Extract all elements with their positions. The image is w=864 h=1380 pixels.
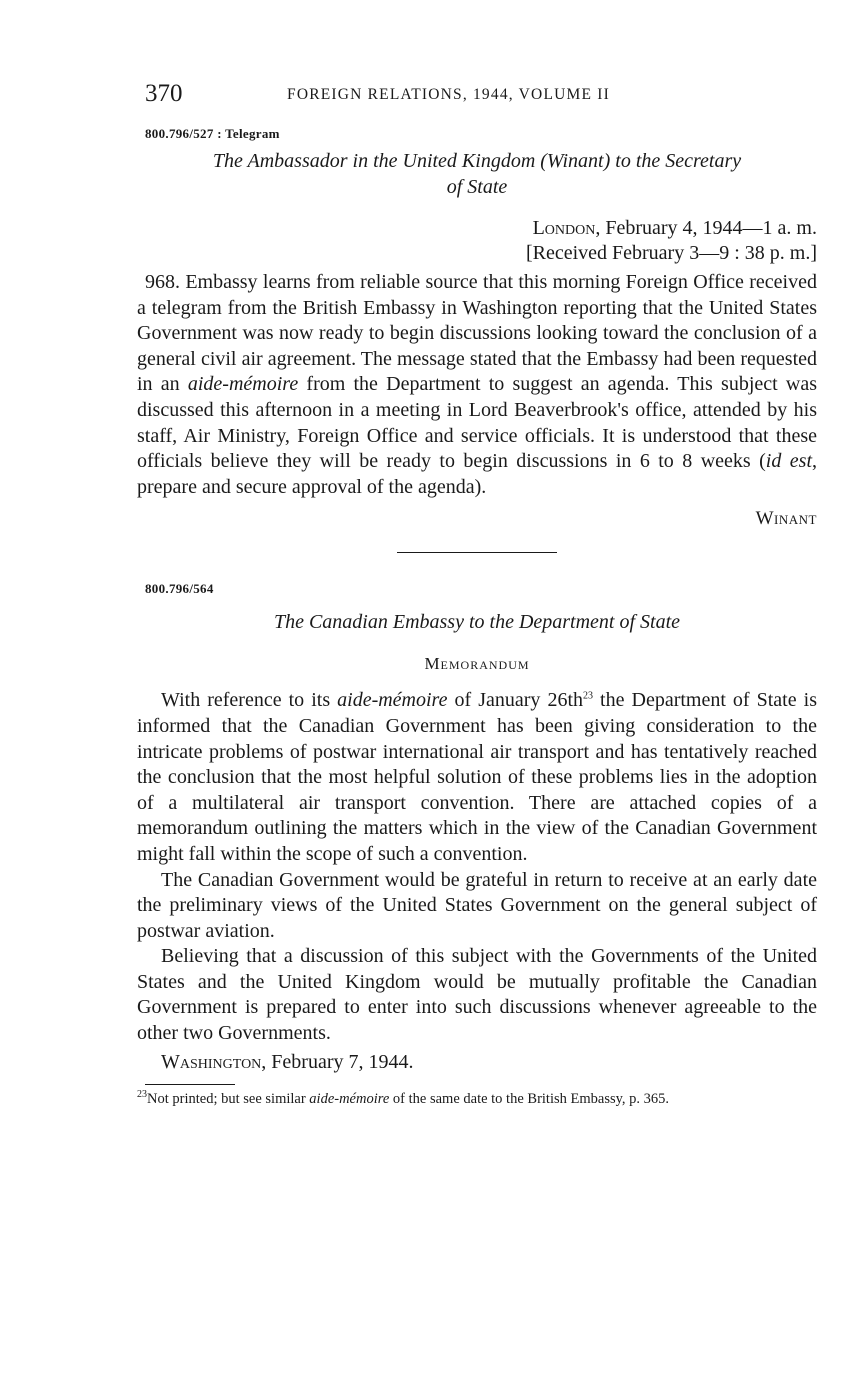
memo-paragraph-1: [137, 688, 817, 867]
footnote-text-b: of the same date to the British Embassy, p. 365.: [389, 1090, 670, 1107]
telegram-italic-1: aide-mémoire: [187, 373, 299, 396]
dateline: [137, 216, 817, 266]
telegram-text-1: 968. Embassy learns from reliable source that this morning Foreign Office received a telegram from the British Embassy in Washington reporting that the United States Government was now ready to begin discussions looking toward the conclusion of a general civil air agreement. The message stated that the Embassy had been requested in an: [137, 271, 817, 396]
heading-line-2: of State: [446, 176, 508, 198]
memo-p1-text-b: of January 26th: [447, 689, 583, 712]
section-separator: [397, 552, 557, 553]
memo-p1-text-c: the Department of State is informed that the Canadian Government has been giving consideration to the intricate problems of postwar international air transport and has tentatively reached the conclusion that the most helpful solution of these problems lies in the adoption of a multilateral air transport convention. There are attached copies of a memorandum outlining the matters which in the view of the Canadian Government might fall within the scope of such a convention.: [137, 689, 817, 865]
telegram-text-2: from the Department to suggest an agenda. This subject was discussed this afternoon in a meeting in Lord Beaverbrook's office, attended by his staff, Air Ministry, Foreign Office and service officials. It is understood that these officials believe they will be ready to begin discussions in 6 to 8 weeks (: [137, 373, 818, 473]
running-title: FOREIGN RELATIONS, 1944, VOLUME II: [287, 86, 610, 103]
dateline-place: London: [532, 217, 596, 239]
closing-place: Washington: [161, 1050, 262, 1073]
telegram-text-3: , prepare and secure approval of the agenda).: [137, 450, 817, 498]
memorandum-title: Memorandum: [424, 654, 530, 674]
document-1-heading: [137, 148, 817, 200]
closing-date: , February 7, 1944.: [261, 1050, 414, 1073]
page-number: 370: [145, 80, 183, 107]
signature: Winant: [755, 508, 817, 530]
footnote-rule: [145, 1084, 235, 1085]
dateline-received: [Received February 3—9 : 38 p. m.]: [525, 242, 817, 264]
heading-line-1: The Ambassador in the United Kingdom (Winant) to the Secretary: [212, 150, 742, 172]
dateline-date: , February 4, 1944—1 a. m.: [595, 217, 817, 239]
telegram-paragraph: [137, 270, 817, 500]
file-reference-2: 800.796/564: [145, 581, 214, 597]
document-2-heading: The Canadian Embassy to the Department of State: [273, 611, 681, 634]
memo-paragraph-3: Believing that a discussion of this subject with the Governments of the United States and the United Kingdom would be mutually profitable the Canadian Government is prepared to enter into such discussions whenever agreeable to the other two Governments.: [137, 945, 817, 1045]
memo-p1-italic: aide-mémoire: [337, 689, 448, 712]
closing-dateline: [137, 1051, 817, 1074]
footnote-reference: 23: [583, 690, 593, 702]
file-reference-1: 800.796/527 : Telegram: [145, 126, 280, 141]
footnote-italic: aide-mémoire: [309, 1090, 390, 1107]
document-page: [137, 78, 817, 1108]
telegram-italic-2: id est: [765, 450, 812, 473]
memo-p1-text-a: With reference to its: [161, 689, 338, 712]
dateline-sent: [137, 216, 817, 241]
footnote-text-a: Not printed; but see similar: [147, 1090, 310, 1107]
footnote-number: 23: [137, 1088, 147, 1100]
running-head: [137, 78, 817, 112]
footnote: [137, 1088, 817, 1108]
memo-paragraph-2: The Canadian Government would be grateful in return to receive at an early date the preliminary views of the United States Government on the general subject of postwar aviation.: [137, 868, 817, 942]
memorandum-body: [137, 688, 817, 1046]
